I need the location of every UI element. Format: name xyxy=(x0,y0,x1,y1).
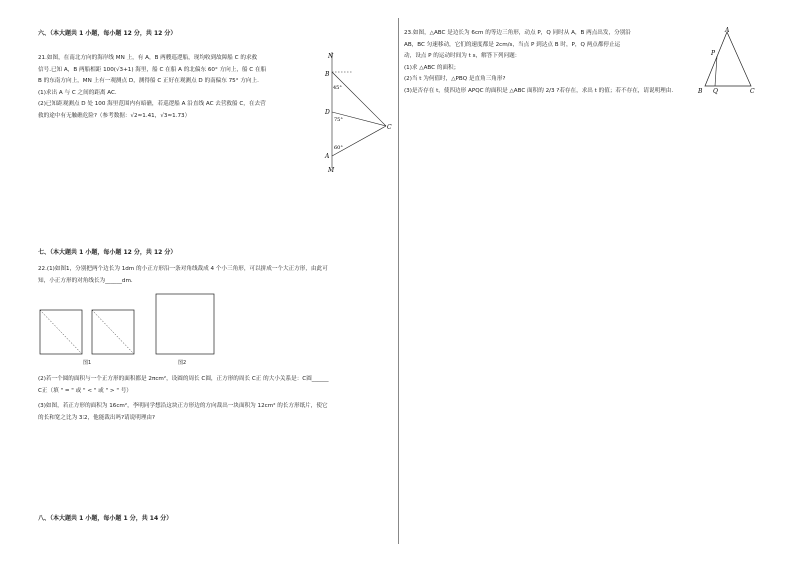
question-21-text xyxy=(38,55,328,120)
column-divider xyxy=(398,18,399,544)
figure-1-caption: 图1 xyxy=(83,360,92,366)
q21-figure xyxy=(318,48,398,174)
figure-2-caption: 图2 xyxy=(178,360,187,366)
diagonal-2 xyxy=(92,310,134,354)
point-label-m: M xyxy=(328,167,335,174)
q21-line: B 的东南方向上，MN 上有一观测点 D，测得船 C 正好在观测点 D 的南偏东 75° 方向上. xyxy=(38,78,259,85)
q22-line: 知，小正方形的对角线长为______dm. xyxy=(38,277,133,284)
q22-part2-line: C正（填 " = " 或 " < " 或 " > " 号） xyxy=(38,387,132,394)
section-6-header: 六、（本大题共 1 小题，每小题 12 分，共 12 分） xyxy=(38,30,177,37)
q23-line: (1)求 △ABC 的面积； xyxy=(404,64,460,71)
q22-part3-line: (3)如图，若正方形的面积为 16cm²，李明同学想沿这块正方形边的方向裁出一块面积为 12cm² 的长方形纸片，使它 xyxy=(38,403,328,409)
question-23-text xyxy=(404,30,704,95)
point-label-b: B xyxy=(325,71,330,78)
q21-line: (2)已知距观测点 D 处 100 海里范围内有暗礁，若巡逻船 A 沿直线 AC 去营救船 C，在去营 xyxy=(38,101,266,108)
q21-line: 21.如图，在南北方向的海岸线 MN 上，有 A，B 两艘巡逻船，现均收到故障船 C 的求救 xyxy=(38,55,258,61)
q22-part3-line: 的长和宽之比为 3∶2，他能裁出吗?请说明理由? xyxy=(38,414,155,421)
point-label-q: Q xyxy=(713,88,718,95)
q23-line: 动，设点 P 的运动时间为 t s，解答下列问题： xyxy=(404,53,521,60)
point-label-n: N xyxy=(328,53,334,60)
question-22-part2 xyxy=(38,376,393,395)
point-label-a: A xyxy=(325,153,330,160)
q21-line: 救的途中有无触礁危险?（参考数据：√2≈1.41，√3≈1.73） xyxy=(38,112,191,119)
q23-line: AB，BC 匀速移动，它们的速度都是 2cm/s，当点 P 到达点 B 时，P，Q 两点都停止运 xyxy=(404,41,621,48)
q22-figures xyxy=(38,292,218,374)
point-label-p: P xyxy=(711,50,716,57)
point-label-b: B xyxy=(698,88,703,95)
point-label-c: C xyxy=(387,124,392,131)
q21-line: 信号.已知 A，B 两船相距 100(√3+1) 海里，船 C 在船 A 的北偏东 60° 方向上，船 C 在船 xyxy=(38,66,267,73)
angle-label-75: 75° xyxy=(334,117,343,123)
q23-line: 23.如图，△ABC 是边长为 6cm 的等边三角形，动点 P，Q 同时从 A，B 两点出发，分别沿 xyxy=(404,30,631,36)
q23-line: (3)是否存在 t，使四边形 APQC 的面积是 △ABC 面积的 2/3 ?若存在，求出 t 的值；若不存在，请说明理由. xyxy=(404,87,674,94)
angle-label-45: 45° xyxy=(333,85,342,91)
q22-line: 22.(1)如图1，分别把两个边长为 1dm 的小正方形沿一条对角线裁成 4 个小三角形，可以拼成一个大正方形，由此可 xyxy=(38,266,328,272)
point-label-a: A xyxy=(725,27,730,34)
triangle-abc xyxy=(705,32,751,86)
angle-label-60: 60° xyxy=(334,145,343,151)
segment-ac xyxy=(332,126,386,156)
large-square xyxy=(156,294,214,354)
q21-line: (1)求出 A 与 C 之间的距离 AC. xyxy=(38,89,117,96)
section-7-header: 七、（本大题共 1 小题，每小题 12 分，共 12 分） xyxy=(38,249,177,256)
point-label-d: D xyxy=(325,109,330,116)
diagonal-1 xyxy=(40,310,82,354)
section-8-header: 八、（本大题共 1 小题，每小题 1 分，共 14 分） xyxy=(38,515,173,522)
question-22-part3 xyxy=(38,403,393,422)
q23-line: (2)当 t 为何值时，△PBQ 是直角三角形? xyxy=(404,76,506,83)
q23-figure xyxy=(693,26,761,96)
q22-part2-line: (2)若一个圆的面积与一个正方形的面积都是 2πcm²，设圆的周长 C圆，正方形的周长 C正 的大小关系是：C圆______ xyxy=(38,376,329,382)
question-22-text xyxy=(38,266,388,285)
point-label-c: C xyxy=(750,88,755,95)
